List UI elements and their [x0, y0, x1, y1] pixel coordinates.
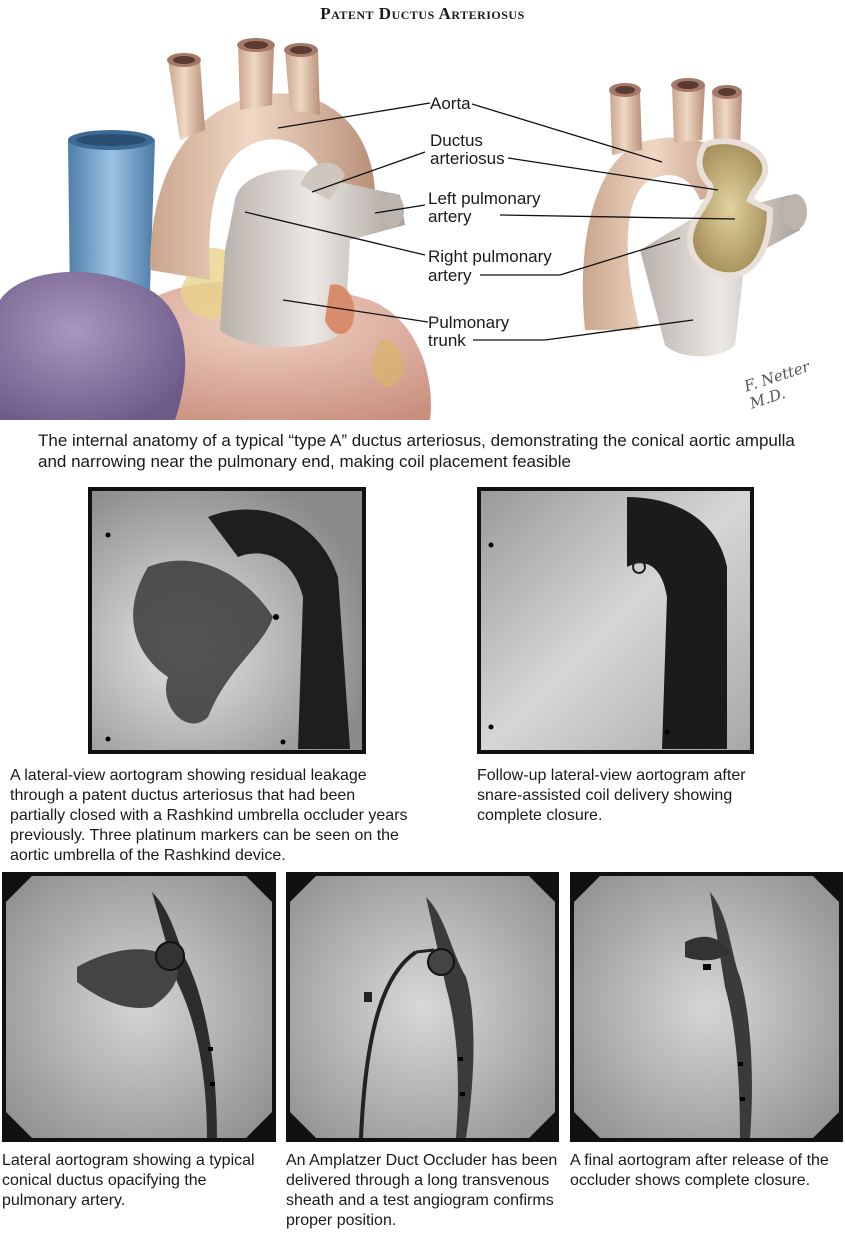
page-title: Patent Ductus Arteriosus: [320, 4, 525, 23]
caption-anatomy: The internal anatomy of a typical “type A” ductus arteriosus, demonstrating the conical aortic ampulla and narrowing near the pulmonary end, making coil placement feasible: [38, 431, 795, 471]
label-trunk-line2: trunk: [428, 331, 466, 350]
label-aorta: Aorta: [430, 94, 471, 113]
heart-illustration: [0, 0, 845, 430]
caption-final: A final aortogram after release of the occluder shows complete closure.: [570, 1152, 829, 1189]
label-rpa-line2: artery: [428, 266, 472, 285]
caption-amplatzer: An Amplatzer Duct Occluder has been delivered through a long transvenous sheath and a test angiogram confirms proper position.: [286, 1152, 558, 1229]
label-rpa-line1: Right pulmonary: [428, 247, 552, 266]
ductus-lumen-shape: [690, 141, 770, 275]
label-lpa-line2: artery: [428, 207, 472, 226]
aortogram-conical-ductus: [2, 872, 276, 1142]
aortogram-amplatzer-delivery: [286, 872, 559, 1142]
netter-signature: F. Netter M.D.: [741, 357, 812, 413]
aortogram-final-closure: [570, 872, 843, 1142]
aortogram-rashkind: [88, 487, 366, 754]
label-ductus-line2: arteriosus: [430, 149, 505, 168]
label-trunk-line1: Pulmonary: [428, 313, 510, 332]
label-lpa-line1: Left pulmonary: [428, 189, 541, 208]
label-ductus-line1: Ductus: [430, 131, 483, 150]
caption-conical-ductus: Lateral aortogram showing a typical conical ductus opacifying the pulmonary artery.: [2, 1152, 255, 1209]
aortogram-coil-closure: [477, 487, 754, 754]
caption-coil: Follow-up lateral-view aortogram after snare-assisted coil delivery showing complete closure.: [477, 767, 746, 824]
atrium-shape: [0, 272, 185, 420]
caption-rashkind: A lateral-view aortogram showing residual leakage through a patent ductus arteriosus that had been partially closed with a Rashkind umbrella occluder years previously. Three platinum markers can be seen on the aortic umbrella of the Rashkind device.: [10, 767, 408, 864]
